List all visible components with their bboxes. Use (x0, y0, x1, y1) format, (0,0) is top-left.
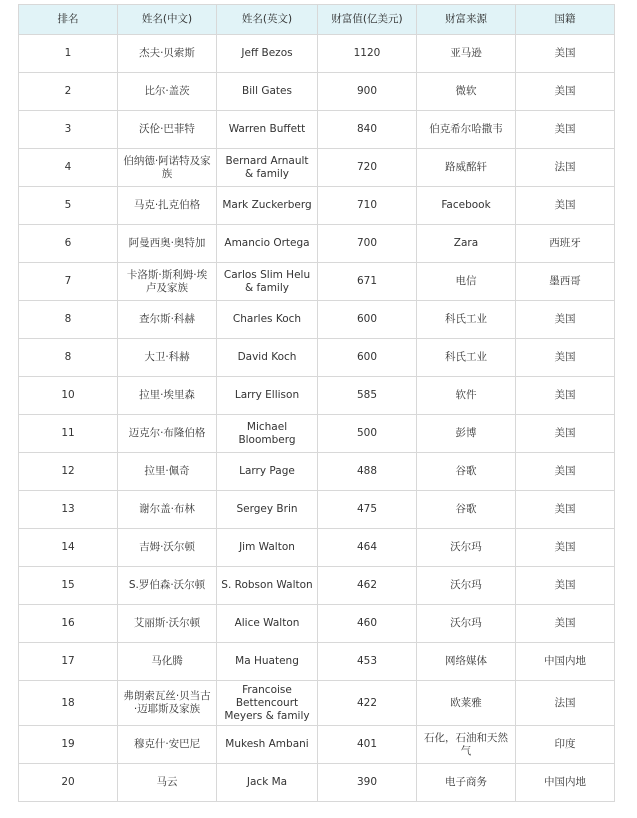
table-row (19, 377, 615, 415)
table-row (19, 453, 615, 491)
cell-source: Zara (417, 225, 516, 263)
cell-name-en: Alice Walton (217, 605, 318, 643)
cell-wealth: 390 (318, 764, 417, 802)
cell-source: 电子商务 (417, 764, 516, 802)
cell-name-en: David Koch (217, 339, 318, 377)
cell-nationality: 美国 (516, 339, 615, 377)
cell-name-cn: 卡洛斯·斯利姆·埃卢及家族 (118, 263, 217, 301)
cell-name-cn: 马化腾 (118, 643, 217, 681)
table-row (19, 764, 615, 802)
cell-source: 软件 (417, 377, 516, 415)
cell-source: 谷歌 (417, 491, 516, 529)
cell-source: 谷歌 (417, 453, 516, 491)
cell-rank: 5 (19, 187, 118, 225)
cell-name-cn: 比尔·盖茨 (118, 73, 217, 111)
table-row (19, 225, 615, 263)
cell-rank: 1 (19, 35, 118, 73)
cell-nationality: 美国 (516, 529, 615, 567)
cell-name-cn: 吉姆·沃尔顿 (118, 529, 217, 567)
header-name-en: 姓名(英文) (217, 5, 318, 35)
richest-list-table (18, 4, 615, 802)
cell-source: 沃尔玛 (417, 567, 516, 605)
cell-name-en: Charles Koch (217, 301, 318, 339)
cell-nationality: 印度 (516, 726, 615, 764)
cell-name-cn: 弗朗索瓦丝·贝当古·迈耶斯及家族 (118, 681, 217, 726)
cell-wealth: 710 (318, 187, 417, 225)
cell-name-en: Amancio Ortega (217, 225, 318, 263)
cell-source: 科氏工业 (417, 301, 516, 339)
cell-source: Facebook (417, 187, 516, 225)
table-row (19, 567, 615, 605)
table-row (19, 187, 615, 225)
cell-rank: 6 (19, 225, 118, 263)
header-name-cn: 姓名(中文) (118, 5, 217, 35)
cell-wealth: 720 (318, 149, 417, 187)
cell-name-cn: 阿曼西奥·奥特加 (118, 225, 217, 263)
cell-wealth: 460 (318, 605, 417, 643)
table-row (19, 415, 615, 453)
cell-nationality: 西班牙 (516, 225, 615, 263)
cell-name-en: S. Robson Walton (217, 567, 318, 605)
cell-name-en: Larry Page (217, 453, 318, 491)
cell-nationality: 美国 (516, 453, 615, 491)
cell-source: 路威酩轩 (417, 149, 516, 187)
cell-wealth: 585 (318, 377, 417, 415)
table-row (19, 263, 615, 301)
cell-source: 沃尔玛 (417, 529, 516, 567)
cell-name-cn: 沃伦·巴菲特 (118, 111, 217, 149)
cell-rank: 12 (19, 453, 118, 491)
cell-name-en: Bernard Arnault & family (217, 149, 318, 187)
cell-wealth: 401 (318, 726, 417, 764)
cell-rank: 17 (19, 643, 118, 681)
table-row (19, 35, 615, 73)
cell-name-en: Carlos Slim Helu & family (217, 263, 318, 301)
cell-rank: 14 (19, 529, 118, 567)
cell-rank: 20 (19, 764, 118, 802)
cell-name-en: Ma Huateng (217, 643, 318, 681)
table-row (19, 301, 615, 339)
cell-wealth: 600 (318, 301, 417, 339)
cell-name-cn: 穆克什·安巴尼 (118, 726, 217, 764)
cell-wealth: 500 (318, 415, 417, 453)
cell-rank: 18 (19, 681, 118, 726)
header-source: 财富来源 (417, 5, 516, 35)
cell-wealth: 840 (318, 111, 417, 149)
cell-name-en: Warren Buffett (217, 111, 318, 149)
cell-wealth: 488 (318, 453, 417, 491)
cell-name-cn: 拉里·佩奇 (118, 453, 217, 491)
cell-nationality: 美国 (516, 73, 615, 111)
cell-wealth: 671 (318, 263, 417, 301)
cell-name-cn: 杰夫·贝索斯 (118, 35, 217, 73)
cell-rank: 4 (19, 149, 118, 187)
cell-rank: 10 (19, 377, 118, 415)
cell-source: 微软 (417, 73, 516, 111)
cell-name-cn: 查尔斯·科赫 (118, 301, 217, 339)
cell-wealth: 600 (318, 339, 417, 377)
cell-source: 彭博 (417, 415, 516, 453)
cell-rank: 19 (19, 726, 118, 764)
cell-nationality: 美国 (516, 491, 615, 529)
cell-wealth: 900 (318, 73, 417, 111)
table-row (19, 111, 615, 149)
table-row (19, 529, 615, 567)
cell-rank: 16 (19, 605, 118, 643)
table-row (19, 643, 615, 681)
cell-name-en: Jim Walton (217, 529, 318, 567)
cell-nationality: 法国 (516, 149, 615, 187)
cell-nationality: 美国 (516, 415, 615, 453)
header-wealth: 财富值(亿美元) (318, 5, 417, 35)
cell-name-en: Francoise Bettencourt Meyers & family (217, 681, 318, 726)
cell-nationality: 中国内地 (516, 643, 615, 681)
cell-name-cn: 迈克尔·布隆伯格 (118, 415, 217, 453)
cell-source: 欧莱雅 (417, 681, 516, 726)
table-row (19, 339, 615, 377)
cell-name-en: Mukesh Ambani (217, 726, 318, 764)
cell-rank: 8 (19, 301, 118, 339)
cell-name-cn: 艾丽斯·沃尔顿 (118, 605, 217, 643)
cell-nationality: 法国 (516, 681, 615, 726)
cell-name-cn: 大卫·科赫 (118, 339, 217, 377)
cell-source: 石化，石油和天然气 (417, 726, 516, 764)
cell-nationality: 美国 (516, 111, 615, 149)
header-rank: 排名 (19, 5, 118, 35)
cell-wealth: 453 (318, 643, 417, 681)
cell-wealth: 464 (318, 529, 417, 567)
cell-name-en: Michael Bloomberg (217, 415, 318, 453)
cell-name-cn: 马克·扎克伯格 (118, 187, 217, 225)
cell-source: 沃尔玛 (417, 605, 516, 643)
cell-wealth: 475 (318, 491, 417, 529)
cell-source: 亚马逊 (417, 35, 516, 73)
cell-name-cn: 马云 (118, 764, 217, 802)
header-nationality: 国籍 (516, 5, 615, 35)
cell-wealth: 462 (318, 567, 417, 605)
cell-rank: 15 (19, 567, 118, 605)
table-row (19, 491, 615, 529)
cell-nationality: 美国 (516, 605, 615, 643)
cell-rank: 13 (19, 491, 118, 529)
cell-source: 伯克希尔哈撒韦 (417, 111, 516, 149)
cell-source: 科氏工业 (417, 339, 516, 377)
cell-rank: 11 (19, 415, 118, 453)
cell-name-en: Larry Ellison (217, 377, 318, 415)
cell-wealth: 700 (318, 225, 417, 263)
cell-nationality: 美国 (516, 301, 615, 339)
cell-name-en: Bill Gates (217, 73, 318, 111)
cell-name-cn: 拉里·埃里森 (118, 377, 217, 415)
cell-name-cn: S.罗伯森·沃尔顿 (118, 567, 217, 605)
cell-rank: 8 (19, 339, 118, 377)
table-row (19, 726, 615, 764)
cell-wealth: 1120 (318, 35, 417, 73)
table-row (19, 605, 615, 643)
cell-name-cn: 伯纳德·阿诺特及家族 (118, 149, 217, 187)
cell-nationality: 美国 (516, 35, 615, 73)
cell-name-cn: 谢尔盖·布林 (118, 491, 217, 529)
cell-source: 电信 (417, 263, 516, 301)
cell-name-en: Sergey Brin (217, 491, 318, 529)
cell-nationality: 美国 (516, 377, 615, 415)
richest-list-table-container (18, 4, 615, 802)
cell-rank: 7 (19, 263, 118, 301)
table-row (19, 73, 615, 111)
cell-nationality: 美国 (516, 187, 615, 225)
cell-nationality: 墨西哥 (516, 263, 615, 301)
cell-rank: 2 (19, 73, 118, 111)
cell-source: 网络媒体 (417, 643, 516, 681)
table-row (19, 681, 615, 726)
cell-wealth: 422 (318, 681, 417, 726)
cell-rank: 3 (19, 111, 118, 149)
cell-nationality: 中国内地 (516, 764, 615, 802)
cell-name-en: Jack Ma (217, 764, 318, 802)
table-row (19, 149, 615, 187)
cell-nationality: 美国 (516, 567, 615, 605)
cell-name-en: Jeff Bezos (217, 35, 318, 73)
cell-name-en: Mark Zuckerberg (217, 187, 318, 225)
table-header-row (19, 5, 615, 35)
